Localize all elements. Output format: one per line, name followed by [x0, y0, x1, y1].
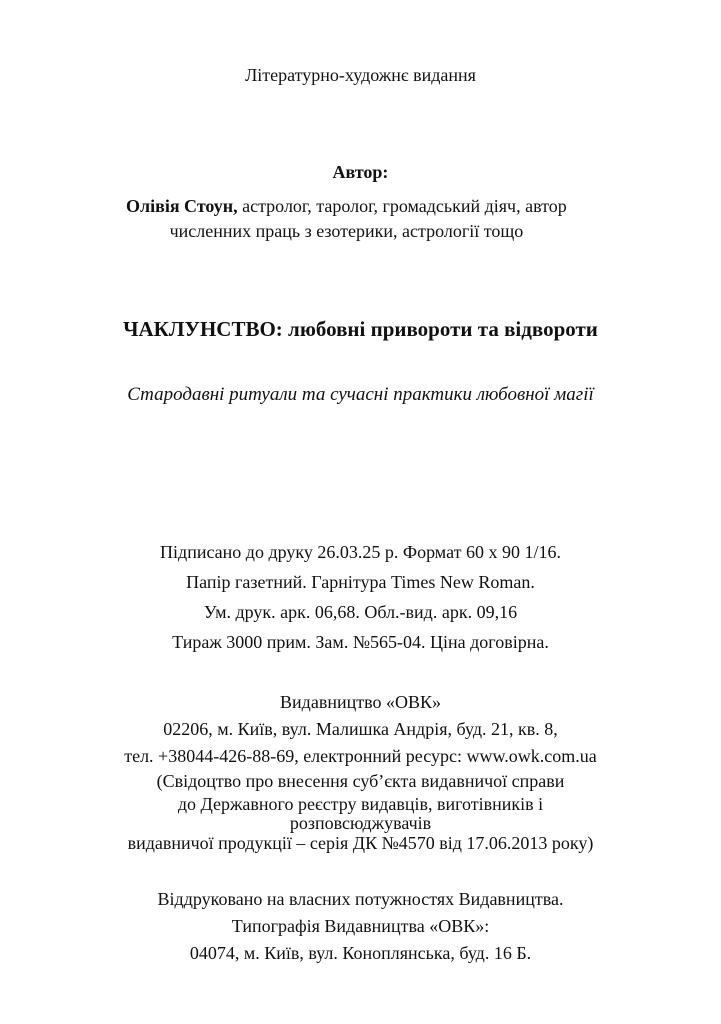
printing-section — [40, 886, 681, 967]
book-title: ЧАКЛУНСТВО: любовні привороти та відвороти — [123, 317, 598, 341]
edition-type-label: Літературно-художнє видання — [245, 65, 476, 85]
publisher-certificate-line: до Державного реєстру видавців, виготівників і — [177, 794, 544, 814]
imprint-line: Папір газетний. Гарнітура Times New Roman. — [186, 572, 535, 592]
author-bio — [111, 194, 581, 244]
publisher-contact-line: тел. +38044-426-88-69, електронний ресурс: www.owk.com.ua — [124, 746, 597, 766]
imprint-line: Підписано до друку 26.03.25 р. Формат 60 х 90 1/16. — [160, 542, 561, 562]
publisher-section — [40, 689, 681, 855]
publisher-certificate-line: видавничої продукції – серія ДК №4570 від 17.06.2013 року) — [127, 833, 594, 853]
printing-line: 04074, м. Київ, вул. Коноплянська, буд. 16 Б. — [189, 943, 532, 963]
publisher-certificate-line: (Свідоцтво про внесення суб’єкта видавничої справи — [156, 771, 565, 791]
publisher-address-line: 02206, м. Київ, вул. Малишка Андрія, буд. 21, кв. 8, — [163, 719, 558, 739]
publisher-certificate-line: розповсюджувачів — [289, 813, 432, 833]
imprint-section — [40, 537, 681, 657]
author-description: астролог, таролог, громадський діяч, автор численних праць з езотерики, астрології тощо — [169, 196, 567, 241]
book-subtitle: Стародавні ритуали та сучасні практики любовної магії — [127, 384, 594, 405]
publisher-name-line: Видавництво «ОВК» — [280, 692, 441, 712]
imprint-line: Тираж 3000 прим. Зам. №565-04. Ціна договірна. — [172, 632, 549, 652]
author-name: Олівія Стоун, — [125, 196, 238, 216]
imprint-line: Ум. друк. арк. 06,68. Обл.-вид. арк. 09,16 — [203, 602, 518, 622]
printing-line: Типографія Видавництва «ОВК»: — [231, 916, 490, 936]
printing-line: Віддруковано на власних потужностях Видавництва. — [157, 889, 564, 909]
author-heading: Автор: — [332, 162, 389, 182]
